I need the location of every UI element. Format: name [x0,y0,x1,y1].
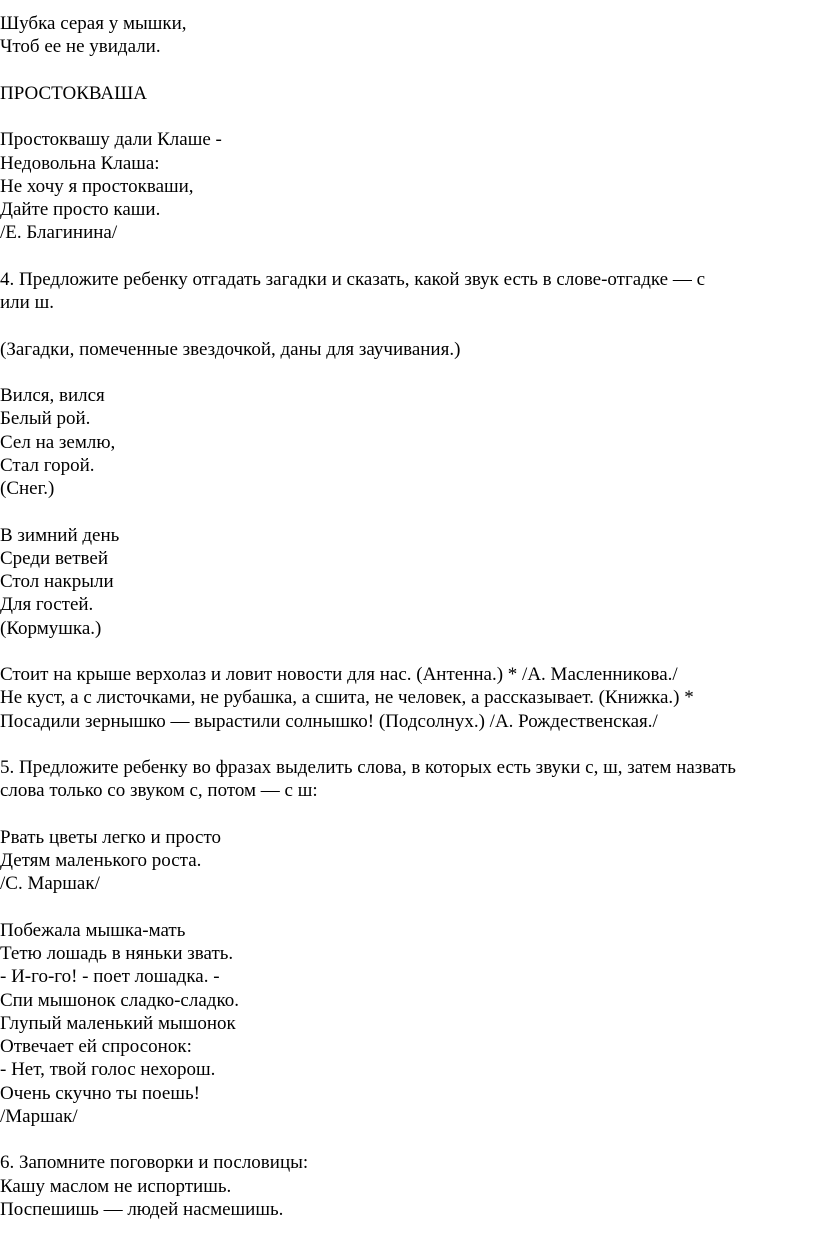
text-line: Не куст, а с листочками, не рубашка, а сшита, не человек, а рассказывает. (Книжка.) * [0,687,694,709]
text-line: (Загадки, помеченные звездочкой, даны для заучивания.) [0,338,461,360]
text-line: Вился, вился [0,385,105,406]
text-line: Детям маленького роста. [0,850,202,871]
text-line: /Маршак/ [0,1105,78,1127]
text-line: /Е. Благинина/ [0,222,118,244]
text-line: 6. Запомните поговорки и пословицы: [0,1152,309,1174]
text-line: Отвечает ей спросонок: [0,1036,192,1057]
text-line: Шубка серая у мышки, [0,13,187,34]
text-line: Простоквашу дали Клаше - [0,129,222,151]
text-line: Очень скучно ты поешь! [0,1082,200,1104]
text-line: Недовольна Клаша: [0,152,160,174]
text-line: Поспешишь — людей насмешишь. [0,1198,284,1220]
text-line: Глупый маленький мышонок [0,1012,236,1034]
text-line: 5. Предложите ребенку во фразах выделить слова, в которых есть звуки с, ш, затем назвать [0,757,736,778]
text-line: Для гостей. [0,594,94,616]
text-line: (Снег.) [0,478,55,499]
text-line: Чтоб ее не увидали. [0,36,161,58]
text-line: Побежала мышка-мать [0,919,186,941]
text-line: Сел на землю, [0,431,116,453]
text-line: В зимний день [0,524,120,546]
text-line: Посадили зернышко — вырастили солнышко! (Подсолнух.) /А. Рождественская./ [0,710,658,732]
text-line: - Нет, твой голос нехорош. [0,1059,216,1081]
text-line: Тетю лошадь в няньки звать. [0,943,234,964]
text-line: Кашу маслом не испортишь. [0,1175,232,1197]
text-line: Рвать цветы легко и просто [0,826,221,848]
text-line: Белый рой. [0,408,91,430]
text-line: Дайте просто каши. [0,199,161,220]
text-line: слова только со звуком с, потом — с ш: [0,780,318,802]
text-line: /С. Маршак/ [0,873,100,895]
text-line: Не хочу я простокваши, [0,175,194,197]
text-line: или ш. [0,292,54,313]
text-line: - И-го-го! - поет лошадка. - [0,966,220,988]
text-line: ПРОСТОКВАША [0,82,147,104]
text-line: Стал горой. [0,454,95,476]
text-line: (Кормушка.) [0,617,102,639]
text-line: Стоит на крыше верхолаз и ловит новости для нас. (Антенна.) * /А. Масленникова./ [0,664,678,685]
text-line: Стол накрыли [0,571,114,592]
text-line: Среди ветвей [0,547,108,569]
text-line: Спи мышонок сладко-сладко. [0,989,239,1011]
text-line: 4. Предложите ребенку отгадать загадки и сказать, какой звук есть в слове-отгадке — с [0,268,706,290]
